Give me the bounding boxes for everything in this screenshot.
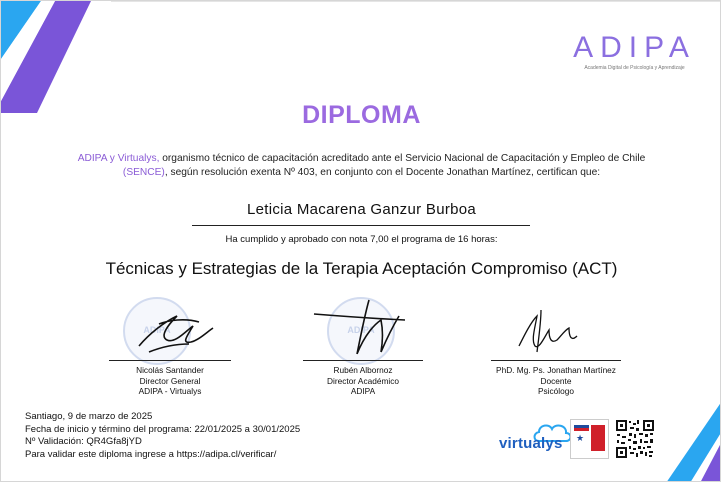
signature-line <box>491 360 621 361</box>
virtualys-logo-text: virtualys <box>499 435 563 452</box>
qr-code-icon[interactable] <box>615 419 655 459</box>
intro-text: organismo técnico de capacitación acreditado ante el Servicio Nacional de Capacitación y Empleo de Chile <box>159 153 646 164</box>
adipa-logo-tagline: Academia Digital de Psicología y Aprendizaje <box>584 65 685 71</box>
student-name-underline <box>192 225 530 226</box>
seal-text: ADIPA <box>143 325 171 335</box>
validation-code: QR4Gfa8jYD <box>86 436 142 447</box>
intro-paragraph <box>61 152 662 180</box>
signer-name: Nicolás Santander <box>136 365 204 375</box>
program-dates: Fecha de inicio y término del programa: 22/01/2025 a 30/01/2025 <box>25 423 301 435</box>
course-title: Técnicas y Estrategias de la Terapia Aceptación Compromiso (ACT) <box>105 259 618 278</box>
signer-role: Director Académico <box>327 375 399 386</box>
top-border-line <box>111 1 721 2</box>
government-logo-icon: ★ <box>570 419 609 459</box>
footer-info <box>25 411 300 461</box>
signer-2 <box>293 365 433 397</box>
signer-org: Psicólogo <box>538 386 574 396</box>
signature-icon <box>309 294 414 359</box>
verify-text: Para validar este diploma ingrese a <box>25 448 174 460</box>
intro-sence: (SENCE) <box>122 167 165 178</box>
signer-name: PhD. Mg. Ps. Jonathan Martínez <box>496 365 616 375</box>
adipa-logo <box>567 33 702 71</box>
signature-icon <box>129 304 219 359</box>
signer-name: Rubén Albornoz <box>333 365 393 375</box>
issue-date: Santiago, 9 de marzo de 2025 <box>25 411 153 422</box>
adipa-logo-text: ADIPA <box>573 31 696 64</box>
verify-link[interactable]: https://adipa.cl/verificar/ <box>176 448 277 460</box>
intro-text-end: , según resolución exenta Nº 403, en conjunto con el Docente Jonathan Martínez, certifican que: <box>164 167 601 178</box>
validation-label: Nº Validación: <box>25 436 84 447</box>
signature-icon <box>511 306 591 356</box>
signer-1 <box>100 365 240 397</box>
intro-org: ADIPA y Virtualys, <box>77 153 160 164</box>
validation-row <box>25 436 300 449</box>
signer-3 <box>471 365 641 397</box>
signature-line <box>109 360 231 361</box>
verify-row <box>25 449 300 462</box>
signer-org: ADIPA - Virtualys <box>138 386 202 396</box>
signer-role: Docente <box>540 375 572 386</box>
seal-text: ADIPA <box>347 325 375 335</box>
approval-text: Ha cumplido y aprobado con nota 7,00 el programa de 16 horas: <box>225 234 498 245</box>
decor-bottom-right <box>666 401 721 482</box>
student-name: Leticia Macarena Ganzur Burboa <box>246 201 477 218</box>
signer-role: Director General <box>139 375 201 386</box>
signature-line <box>303 360 423 361</box>
diploma-title: DIPLOMA <box>302 101 421 129</box>
signer-org: ADIPA <box>350 386 376 396</box>
